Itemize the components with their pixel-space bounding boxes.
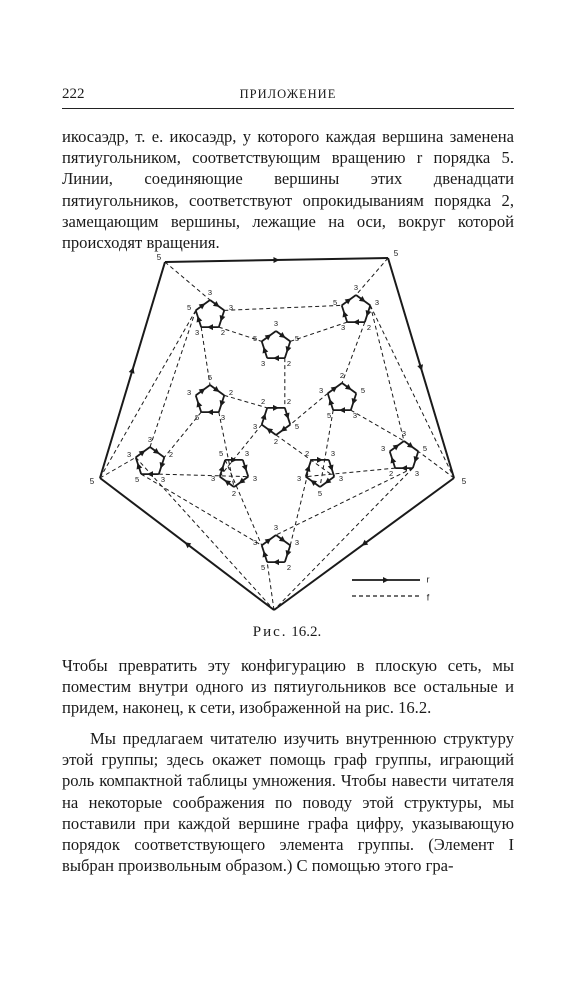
vertex-pentagon-order-label: 3 — [374, 298, 380, 308]
vertex-pentagon-arrow — [147, 471, 153, 477]
legend-rotation-label: r — [426, 574, 430, 585]
vertex-pentagon-arrow — [207, 324, 213, 330]
vertex-pentagon-arrow — [220, 315, 226, 322]
vertex-pentagon-arrow — [263, 347, 269, 354]
vertex-pentagon-order-label: 3 — [296, 473, 302, 483]
flip-edge — [267, 562, 274, 610]
vertex-pentagon-order-label: 5 — [422, 444, 428, 454]
vertex-pentagon-order-label: 2 — [168, 450, 174, 460]
flip-edge — [100, 310, 196, 478]
flip-edge — [290, 460, 311, 546]
vertex-pentagon-order-label: 2 — [286, 358, 292, 368]
vertex-pentagon-arrow — [197, 401, 203, 408]
vertex-pentagon-order-label: 3 — [210, 473, 216, 483]
cayley-graph-figure — [90, 250, 470, 620]
vertex-pentagon-arrow — [401, 465, 407, 471]
flip-edge — [159, 474, 248, 477]
vertex-pentagon-order-label: 5 — [317, 488, 323, 498]
vertex-pentagon-order-label: 5 — [360, 386, 366, 396]
outer-vertex-label: 5 — [461, 477, 467, 487]
vertex-pentagon-arrow — [343, 311, 349, 318]
vertex-pentagon-order-label: 2 — [286, 397, 292, 407]
page-header — [62, 86, 514, 109]
vertex-pentagon-arrow — [220, 400, 226, 407]
vertex-pentagon-order-label: 5 — [294, 421, 300, 431]
vertex-pentagon-order-label: 3 — [126, 450, 132, 460]
vertex-pentagon-order-label: 5 — [332, 298, 338, 308]
legend-rotation-arrow — [383, 577, 389, 583]
vertex-pentagon-order-label: 3 — [353, 282, 359, 292]
vertex-pentagon-order-label: 3 — [252, 473, 258, 483]
vertex-pentagon-arrow — [328, 464, 334, 471]
paragraph-2: Чтобы превратить эту конфигурацию в плоскую сеть, мы поместим внутри одного из пятиугольников все остальные и придем, наконец, к сети, изображенной на рис. 16.2. — [62, 656, 514, 718]
vertex-pentagon-order-label: 3 — [160, 474, 166, 484]
vertex-pentagon-arrow — [197, 316, 203, 323]
vertex-pentagon-order-label: 5 — [218, 449, 224, 459]
vertex-pentagon-order-label: 3 — [273, 318, 279, 328]
vertex-pentagon-arrow — [160, 462, 166, 469]
figure-caption — [0, 624, 574, 641]
vertex-pentagon-order-label: 3 — [252, 421, 258, 431]
vertex-pentagon-order-label: 2 — [228, 388, 234, 398]
vertex-pentagon-order-label: 2 — [231, 488, 237, 498]
vertex-pentagon-order-label: 2 — [286, 562, 292, 572]
vertex-pentagon-order-label: 5 — [207, 372, 213, 382]
vertex-pentagon-order-label: 2 — [304, 449, 310, 459]
vertex-pentagon-arrow — [339, 407, 345, 413]
vertex-pentagon-arrow — [284, 412, 290, 419]
flip-edge — [225, 460, 262, 546]
legend-flip-label: f — [426, 592, 430, 603]
vertex-pentagon-order-label: 3 — [252, 538, 258, 548]
running-title: ПРИЛОЖЕНИЕ — [239, 87, 337, 101]
vertex-pentagon-order-label: 3 — [244, 449, 250, 459]
vertex-pentagon-order-label: 5 — [186, 303, 192, 313]
vertex-pentagon-order-label: 2 — [388, 468, 394, 478]
vertex-pentagon-arrow — [317, 457, 323, 463]
vertex-pentagon-arrow — [352, 398, 358, 405]
vertex-pentagon-order-label: 3 — [220, 412, 226, 422]
vertex-pentagon-order-label: 2 — [273, 436, 279, 446]
flip-edge — [351, 410, 407, 441]
vertex-pentagon-order-label: 2 — [260, 397, 266, 407]
vertex-pentagon-order-label: 3 — [260, 358, 266, 368]
vertex-pentagon-order-label: 2 — [220, 327, 226, 337]
vertex-pentagon-order-label: 3 — [318, 386, 324, 396]
vertex-pentagon-order-label: 3 — [294, 538, 300, 548]
vertex-pentagon-order-label: 3 — [330, 449, 336, 459]
vertex-pentagon-order-label: 5 — [194, 412, 200, 422]
vertex-pentagon-order-label: 3 — [401, 428, 407, 438]
vertex-pentagon-arrow — [414, 456, 420, 463]
vertex-pentagon-arrow — [273, 355, 279, 361]
vertex-pentagon-arrow — [219, 465, 225, 472]
vertex-pentagon-order-label: 3 — [228, 303, 234, 313]
flip-edge — [165, 262, 213, 300]
vertex-pentagon-order-label: 5 — [134, 474, 140, 484]
vertex-pentagon-arrow — [273, 559, 279, 565]
vertex-pentagon-arrow — [391, 457, 397, 464]
vertex-pentagon-order-label: 2 — [366, 322, 372, 332]
vertex-pentagon-arrow — [242, 464, 248, 471]
vertex-pentagon-arrow — [329, 399, 335, 406]
vertex-pentagon-order-label: 2 — [339, 370, 345, 380]
vertex-pentagon-order-label: 5 — [260, 562, 266, 572]
outer-vertex-label: 5 — [156, 253, 162, 263]
vertex-pentagon-order-label: 5 — [252, 334, 258, 344]
flip-edge — [353, 258, 388, 295]
caption-label: Рис. — [252, 624, 288, 640]
vertex-pentagon-arrow — [231, 457, 237, 463]
vertex-pentagon-arrow — [286, 550, 292, 557]
vertex-pentagon-arrow — [263, 551, 269, 558]
flip-edge — [339, 322, 365, 383]
flip-edge — [141, 474, 262, 548]
vertex-pentagon-order-label: 3 — [340, 322, 346, 332]
vertex-pentagon-arrow — [261, 413, 267, 420]
vertex-pentagon-order-label: 3 — [194, 327, 200, 337]
paragraph-3: Мы предлагаем читателю изучить внутреннюю структуру этой группы; здесь окажет помощь граф группы, играющий роль компактной таблицы умножения. Чтобы навести читателя на некоторые соображения по поводу этой структуры, мы поставили при каждой вершине графа цифру, указывающую порядок соответствующего элемента группы. (Элемент I выбран произвольным образом.) С помощью этого гра- — [62, 729, 514, 876]
vertex-pentagon-order-label: 3 — [380, 444, 386, 454]
vertex-pentagon-order-label: 3 — [186, 388, 192, 398]
vertex-pentagon-order-label: 3 — [207, 287, 213, 297]
flip-edge — [306, 468, 395, 477]
outer-edge-arrow — [273, 257, 279, 263]
flip-edge — [370, 305, 407, 441]
vertex-pentagon-arrow — [366, 310, 372, 317]
vertex-pentagon-order-label: 3 — [414, 468, 420, 478]
cayley-graph — [90, 250, 470, 620]
flip-edge — [220, 425, 262, 477]
vertex-pentagon-arrow — [353, 319, 359, 325]
flip-edge — [224, 303, 341, 313]
vertex-pentagon-order-label: 5 — [294, 334, 300, 344]
vertex-pentagon-arrow — [286, 346, 292, 353]
vertex-pentagon-order-label: 3 — [147, 434, 153, 444]
vertex-pentagon-order-label: 3 — [352, 410, 358, 420]
paragraph-1: икосаэдр, т. е. икосаэдр, у которого каждая вершина заменена пятиугольником, соответствующим вращению r порядка 5. Линии, соединяющие вершины этих двенадцати пятиугольников, соответствуют опрокидываниям порядка 2, замещающим вершины, лежащие на оси, вокруг которой происходят вращения. — [62, 127, 514, 253]
caption-number: 16.2. — [291, 624, 322, 640]
vertex-pentagon-arrow — [207, 409, 213, 415]
vertex-pentagon-order-label: 3 — [273, 522, 279, 532]
vertex-pentagon-arrow — [273, 405, 279, 411]
flip-edge — [290, 393, 327, 424]
vertex-pentagon-order-label: 5 — [326, 410, 332, 420]
outer-vertex-label: 5 — [393, 250, 399, 259]
outer-vertex-label: 5 — [90, 477, 95, 487]
vertex-pentagon-order-label: 3 — [338, 473, 344, 483]
vertex-pentagon-arrow — [305, 465, 311, 472]
flip-edge — [418, 451, 454, 478]
page-number: 222 — [62, 86, 85, 102]
